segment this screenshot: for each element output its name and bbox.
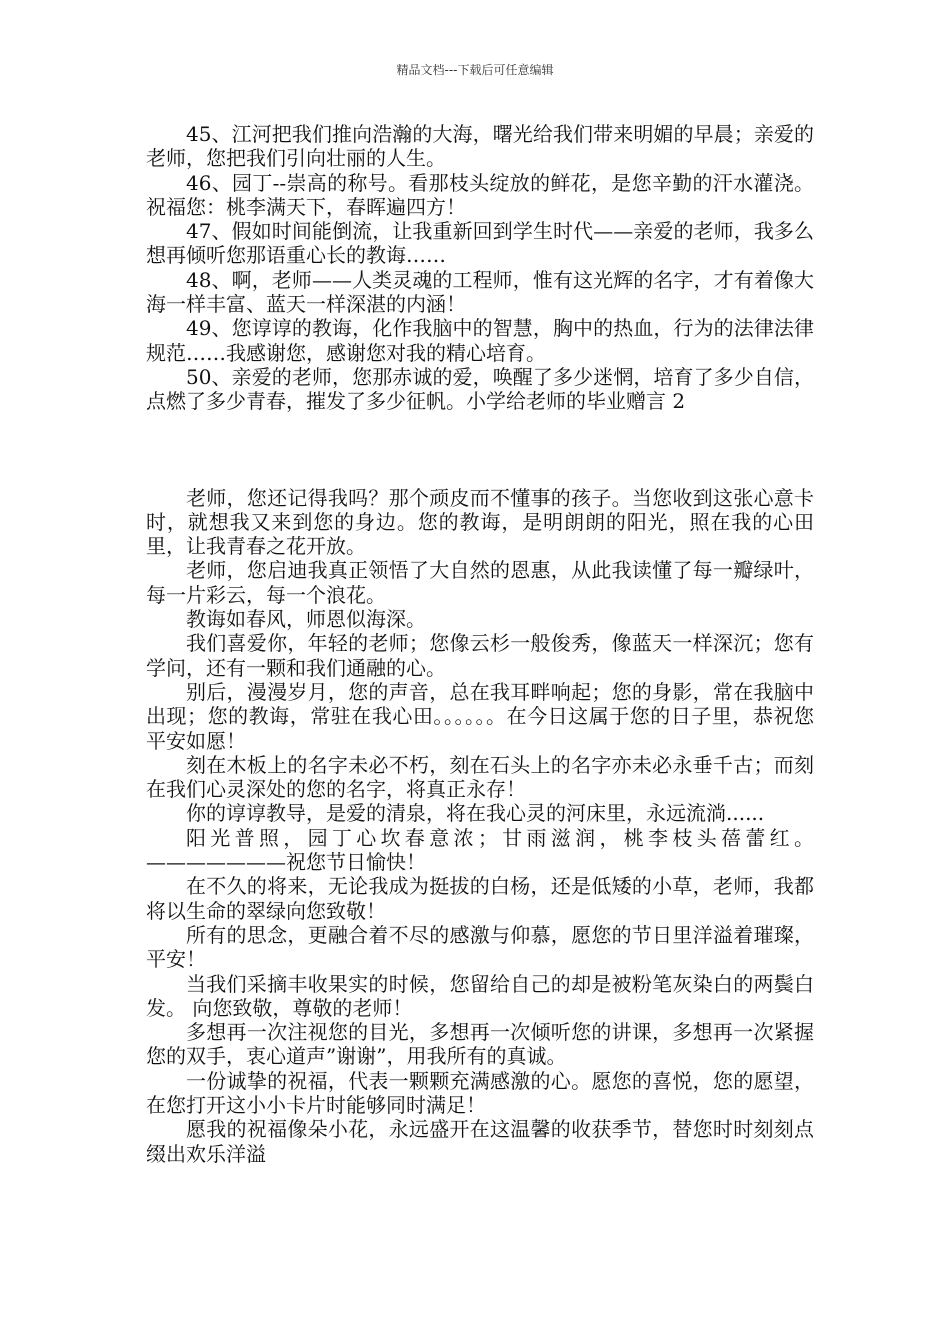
paragraph: 所有的思念，更融合着不尽的感激与仰慕，愿您的节日里洋溢着璀璨，平安！: [146, 922, 814, 972]
paragraph: 在不久的将来，无论我成为挺拔的白杨，还是低矮的小草，老师，我都将以生命的翠绿向您致敬！: [146, 874, 814, 923]
paragraph: 我们喜爱你，年轻的老师；您像云杉一般俊秀，像蓝天一样深沉；您有学问，还有一颗和我们通融的心。: [146, 631, 814, 680]
paragraph: 老师，您还记得我吗？那个顽皮而不懂事的孩子。当您收到这张心意卡时，就想我又来到您的身边。您的教诲，是明朗朗的阳光，照在我的心田里，让我青春之花开放。: [146, 485, 814, 559]
paragraph: 教诲如春风，师恩似海深。: [186, 607, 426, 632]
paragraph: 一份诚挚的祝福，代表一颗颗充满感激的心。愿您的喜悦，您的愿望，在您打开这小小卡片时能够同时满足！: [146, 1068, 814, 1117]
paragraph: 你的谆谆教导，是爱的清泉，将在我心灵的河床里，永远流淌......: [186, 801, 765, 826]
paragraph: 50、亲爱的老师，您那赤诚的爱，唤醒了多少迷惘，培育了多少自信，点燃了多少青春，摧发了多少征帆。小学给老师的毕业赠言 2: [146, 364, 814, 414]
paragraph: 当我们采摘丰收果实的时候，您留给自己的却是被粉笔灰染白的两鬓白发。 向您致敬，尊敬的老师！: [146, 971, 814, 1020]
paragraph: 别后，漫漫岁月，您的声音，总在我耳畔响起；您的身影，常在我脑中出现；您的教诲，常驻在我心田。。。。。。在今日这属于您的日子里，恭祝您平安如愿！: [146, 679, 814, 753]
paragraph: 47、假如时间能倒流，让我重新回到学生时代——亲爱的老师，我多么想再倾听您那语重心长的教诲……: [146, 219, 814, 268]
section-wishes-45-50: [146, 122, 814, 414]
section-gap: [146, 414, 814, 486]
paragraph: 45、江河把我们推向浩瀚的大海，曙光给我们带来明媚的早晨；亲爱的老师，您把我们引向壮丽的人生。: [146, 122, 814, 171]
page-header: 精品文档---下载后可任意编辑: [396, 63, 554, 77]
paragraph: 老师，您启迪我真正领悟了大自然的恩惠，从此我读懂了每一瓣绿叶，每一片彩云，每一个浪花。: [146, 558, 814, 607]
paragraph: 愿我的祝福像朵小花，永远盛开在这温馨的收获季节，替您时时刻刻点缀出欢乐洋溢: [146, 1117, 814, 1166]
paragraph: 48、啊，老师——人类灵魂的工程师，惟有这光辉的名字，才有着像大海一样丰富、蓝天一样深湛的内涵！: [146, 267, 814, 317]
paragraph: 多想再一次注视您的目光，多想再一次倾听您的讲课，多想再一次紧握您的双手，衷心道声”谢谢”，用我所有的真诚。: [146, 1020, 814, 1069]
paragraph: 刻在木板上的名字未必不朽，刻在石头上的名字亦未必永垂千古；而刻在我们心灵深处的您的名字，将真正永存！: [146, 752, 814, 802]
section-graduation-messages: [146, 486, 814, 1166]
document-body: [146, 122, 814, 1166]
paragraph: 阳光普照，园丁心坎春意浓；甘雨滋润，桃李枝头蓓蕾红。———————祝您节日愉快！: [146, 825, 814, 875]
paragraph: 49、您谆谆的教诲，化作我脑中的智慧，胸中的热血，行为的法律法律规范……我感谢您，感谢您对我的精心培育。: [146, 316, 814, 365]
paragraph: 46、园丁--崇高的称号。看那枝头绽放的鲜花，是您辛勤的汗水灌浇。祝福您：桃李满天下，春晖遍四方！: [146, 170, 814, 219]
